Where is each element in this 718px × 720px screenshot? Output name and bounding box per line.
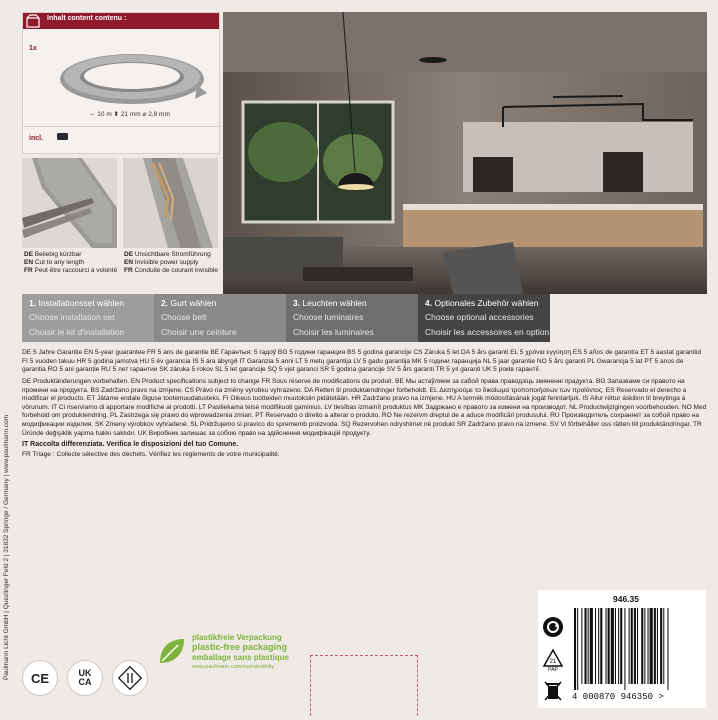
- barcode-bar: [618, 608, 619, 684]
- barcode-bar: [644, 608, 645, 684]
- content-header: [23, 13, 219, 29]
- barcode-bar: [606, 608, 607, 684]
- barcode-bar: [667, 608, 668, 690]
- end-cap-icon: [57, 132, 69, 141]
- box-icon: [25, 14, 41, 28]
- barcode-bar: [631, 608, 633, 684]
- quantity-label: 1x: [29, 45, 37, 52]
- kitchen-photo: [223, 12, 707, 294]
- step-1: 1. Installationsset wählen Choose installation set Choisir le kit d'installation: [22, 294, 154, 342]
- ukca-mark-logo: UK CA: [67, 660, 103, 696]
- barcode-bar: [648, 608, 649, 684]
- class-ii-symbol: [112, 660, 148, 696]
- belt-dimensions: ⇔ 10 m ⬍ 21 mm ⌀ 2,8 mm: [89, 111, 170, 118]
- barcode-panel: [538, 590, 706, 708]
- barcode-bar: [657, 608, 658, 684]
- warranty-text: DE 5 Jahre Garantie EN 5-year guarantee FR 5 ans de garantie BE Гарантыя: 5 гадоў BG 5 години гаранция BS 5 godina garancije CS Záruka 5 let DA 5 års garanti EL 5 χρόνια εγγύηση ES 5 años de garantía ET 5 aastat garantiid FI 5 vuoden takuu HR 5 godina jamstva HU 5 év garancia IS 5 ára ábyrgð IT Garanzia 5 anni LT 5 metų garantija LV 5 gadu garantija MK 5 години гаранција NL 5 jaar garantie NO 5 års garanti PL Gwarancja 5 lat PT 5 anos de garantia RO 5 ani garanție RU 5 лет гарантии SK záruka 5 rokov SL 5 let garancije SQ 5 vjet garanci SR 5 godina garancije SV 5 års garanti TR 5 yıl garanti UK 5 років гарантії: [22, 349, 702, 374]
- steps-bar: [22, 294, 550, 342]
- barcode-bar: [588, 608, 589, 684]
- product-changes-text: DE Produktänderungen vorbehalten. EN Product specifications subject to change FR Sous réserve de modifications du produit. BE Мы астаўляем за сабой права праводзіць змяненні прадукта. BG Запазваме си правото на промени на продукта. BS Zadržano pravo na izmjene. CS Právo na změny výrobku vyhrazeno. DA Retten til produktændringer forbeholdt. EL Διατηρούμε το δικαίωμα τροποποιήσεων των προϊόντος. ES Reservado el derecho a modificar el producto. ET Jätame endale õiguse tootemuudatusteks. FI Oikeus tuotteiden muutoksiin pidätetään. HR Zadržano pravo na izmjene. HU A termék módosításának jogát fenntartjuk. IS Allur réttur áskilinn til breytinga á vörunum. IT Ci riserviamo di apportare modifiche al prodotti. LT Pasiliekama teisė modifikuoti gaminius. LV tiesības izmainīt produktus MK Задржано е правото за измени на производот. NL Productwijzigingen voorbehouden. NO Med forbehold om produktendring. PL Zastrzega się prawo do wprowadzenia zmian. PT Reservado o direito a alterar o produto. RO Ne rezervm dreptul de a aduce modificări produsului. RU Производитель сохраняет за собой право на модификации изделия. SK Zmeny výrobkov vyhradené. SL Pridržujemo si pravico do sprememb proizvoda. SQ Rezervohen ndryshimet në produkt SR Zadržano pravo na izmene. SV Vi förbehåller oss rätten till produktändringar. TR Üründe değişiklik yapma hakkı saklıdır. UK Виробник залишає за собою право на здійснення модифікацій продукту.: [22, 378, 707, 437]
- barcode-bar: [637, 608, 638, 684]
- closeup-cut-image: [22, 158, 117, 248]
- recycle-triangle-icon: [542, 648, 564, 672]
- divider: [23, 126, 219, 127]
- barcode-bar: [608, 608, 610, 684]
- svg-text:PAP: PAP: [548, 667, 558, 672]
- article-number: 946.35: [613, 594, 639, 604]
- barcode-bar: [585, 608, 587, 684]
- plastic-free-en: plastic-free packaging: [192, 642, 288, 652]
- barcode-bar: [595, 608, 596, 684]
- side-address: Paulmann Licht GmbH | Quezlinger Feld 2 | 31832 Springe / Germany | www.paulmann.com: [3, 414, 10, 680]
- belt-roll-illustration: [57, 47, 207, 107]
- barcode-bar: [590, 608, 593, 684]
- barcode-bar: [624, 608, 625, 690]
- barcode-number: 4 000870 946350 >: [572, 692, 664, 702]
- plastic-free-fr: emballage sans plastique: [192, 653, 289, 662]
- step-2: 2. Gurt wählen Choose belt Choisir une ceinture: [154, 294, 286, 342]
- content-header-label: Inhalt content contenu :: [47, 15, 127, 22]
- recycle-loop-icon: [542, 616, 564, 638]
- plastic-free-badge: [156, 633, 316, 673]
- barcode: [572, 608, 702, 690]
- barcode-bar: [650, 608, 653, 684]
- leaf-icon: [156, 635, 188, 667]
- closeup-wire-caption: DE Unsichtbare Stromführung EN Invisible power supply FR Conduite de courant invisible: [124, 251, 218, 274]
- closeup-cut-caption: DE Beliebig kürzbar EN Cut to any length FR Peut être raccourci à volonté: [24, 251, 118, 274]
- barcode-bar: [634, 608, 636, 684]
- barcode-bar: [600, 608, 602, 684]
- recycling-it: IT Raccolta differenziata. Verifica le disposizioni del tuo Comune.: [22, 441, 239, 448]
- barcode-bar: [641, 608, 643, 684]
- barcode-bar: [574, 608, 576, 690]
- barcode-bar: [615, 608, 616, 684]
- barcode-bar: [629, 608, 630, 684]
- barcode-bar: [598, 608, 599, 684]
- barcode-bar: [611, 608, 614, 684]
- waste-bin-icon: [543, 680, 563, 702]
- plastic-free-de: plastikfreie Verpackung: [192, 633, 282, 642]
- barcode-bar: [577, 608, 578, 690]
- barcode-bar: [620, 608, 622, 684]
- ce-mark-logo: CE: [22, 660, 58, 696]
- barcode-bar: [663, 608, 664, 684]
- svg-text:21: 21: [549, 659, 557, 665]
- closeup-wire-image: [123, 158, 218, 248]
- sustainability-link[interactable]: www.paulmann.com/sustainability: [192, 664, 275, 670]
- die-cut-outline: [310, 655, 418, 716]
- barcode-bar: [581, 608, 582, 684]
- barcode-bar: [660, 608, 662, 684]
- recycling-fr: FR Triage : Collecte sélective des déchets. Vérifiez les règlements de votre municipalité.: [22, 451, 280, 458]
- content-box: [22, 12, 220, 154]
- step-3: 3. Leuchten wählen Choose luminaires Choisir les luminaires: [286, 294, 418, 342]
- included-label: incl.: [29, 135, 44, 142]
- barcode-bar: [654, 608, 656, 684]
- step-4: 4. Optionales Zubehör wählen Choose optional accessories Choisir les accessoires en option: [418, 294, 550, 342]
